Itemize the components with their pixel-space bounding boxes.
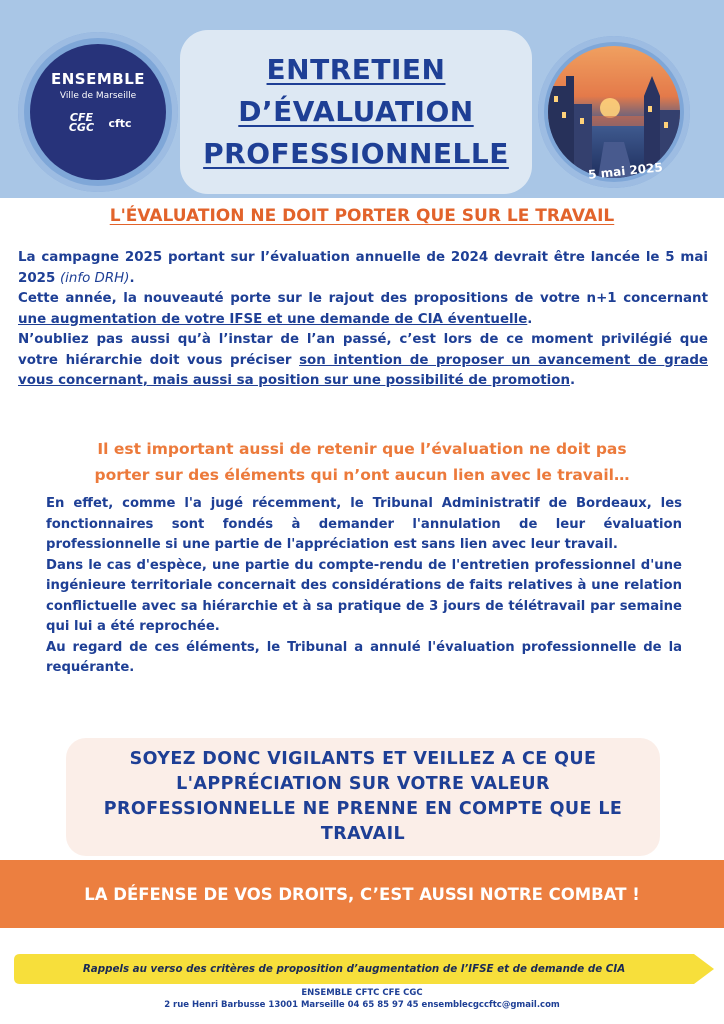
intro-sentence-2: Cette année, la nouveauté porte sur le rajout des propositions de votre n+1 concernant (18, 291, 708, 306)
intro-sentence-3: N’oubliez pas aussi qu’à l’instar de l’an passé, c’est lors de ce moment privilégié que votre hiérarchie doit vous préciser (18, 332, 708, 368)
reminder-text: Rappels au verso des critères de proposition d’augmentation de l’IFSE et de demande de CIA (82, 963, 626, 975)
intro-paragraph (18, 248, 708, 392)
logo-subtitle: Ville de Marseille (59, 91, 137, 101)
slogan-banner: LA DÉFENSE DE VOS DROITS, C’EST AUSSI NOTRE COMBAT ! (0, 860, 724, 928)
intro-s3-end: . (570, 373, 576, 388)
vigilance-line-1: SOYEZ DONC VIGILANTS ET VEILLEZ A CE QUE (129, 749, 597, 769)
intro-promotion: son intention de proposer un avancement de grade vous concernant, mais aussi sa position sur une possibilité de promotion (18, 352, 708, 388)
campaign-date: 5 mai 2025 (587, 160, 664, 182)
case-paragraphs (46, 494, 682, 679)
vigilance-line-3: PROFESSIONNELLE NE PRENNE EN COMPTE QUE LE (103, 799, 623, 819)
intro-source-note: (info DRH) (59, 270, 130, 286)
highlight-statement (0, 436, 724, 488)
vigilance-box (66, 738, 660, 856)
case-paragraph-2: Dans le cas d'espèce, une partie du compte-rendu de l'entretien professionnel d'une ingénieure territoriale concernait des considérations de faits relatives à une relation conflictuelle avec sa hiérarchie et à sa pratique de 3 jours de télétravail par semaine qui lui a été reprochée. (46, 557, 682, 634)
intro-sentence-1: La campagne 2025 portant sur l’évaluation annuelle de 2024 devrait être lancée le 5 mai 2025 (18, 250, 708, 286)
intro-ifse-cia: une augmentation de votre IFSE et une demande de CIA éventuelle (18, 311, 528, 327)
marseille-photo (548, 46, 680, 178)
case-paragraph-3: Au regard de ces éléments, le Tribunal a annulé l'évaluation professionnelle de la requérante. (46, 639, 682, 675)
city-illustration (548, 46, 680, 178)
section-subtitle: L'ÉVALUATION NE DOIT PORTER QUE SUR LE TRAVAIL (109, 206, 615, 226)
title-box (180, 30, 532, 194)
title-line-2: D’ÉVALUATION (238, 95, 474, 128)
footer-organization: ENSEMBLE CFTC CFE CGC (301, 988, 423, 998)
title-line-1: ENTRETIEN (266, 53, 446, 86)
vigilance-line-2: L'APPRÉCIATION SUR VOTRE VALEUR (176, 774, 550, 794)
cfe-cgc-logo: CFE CGC (68, 111, 95, 134)
logo-title: ENSEMBLE (50, 70, 145, 88)
logo-marks (64, 113, 131, 133)
case-paragraph-1: En effet, comme l'a jugé récemment, le Tribunal Administratif de Bordeaux, les fonctionnaires sont fondés à demander l'annulation de leur évaluation professionnelle si une partie de l'appréciation est sans lien avec leur travail. (46, 496, 682, 552)
cftc-logo: cftc (108, 116, 132, 130)
intro-s1-end: . (129, 270, 135, 286)
union-logo (30, 44, 166, 180)
vigilance-line-4: TRAVAIL (320, 824, 406, 844)
footer-contact: 2 rue Henri Barbusse 13001 Marseille 04 65 85 97 45 ensemblecgccftc@gmail.com (164, 1000, 560, 1010)
highlight-line-2: porter sur des éléments qui n’ont aucun lien avec le travail… (94, 466, 630, 484)
title-line-3: PROFESSIONNELLE (203, 137, 509, 170)
highlight-line-1: Il est important aussi de retenir que l’évaluation ne doit pas (97, 440, 627, 458)
intro-s2-end: . (527, 311, 533, 327)
